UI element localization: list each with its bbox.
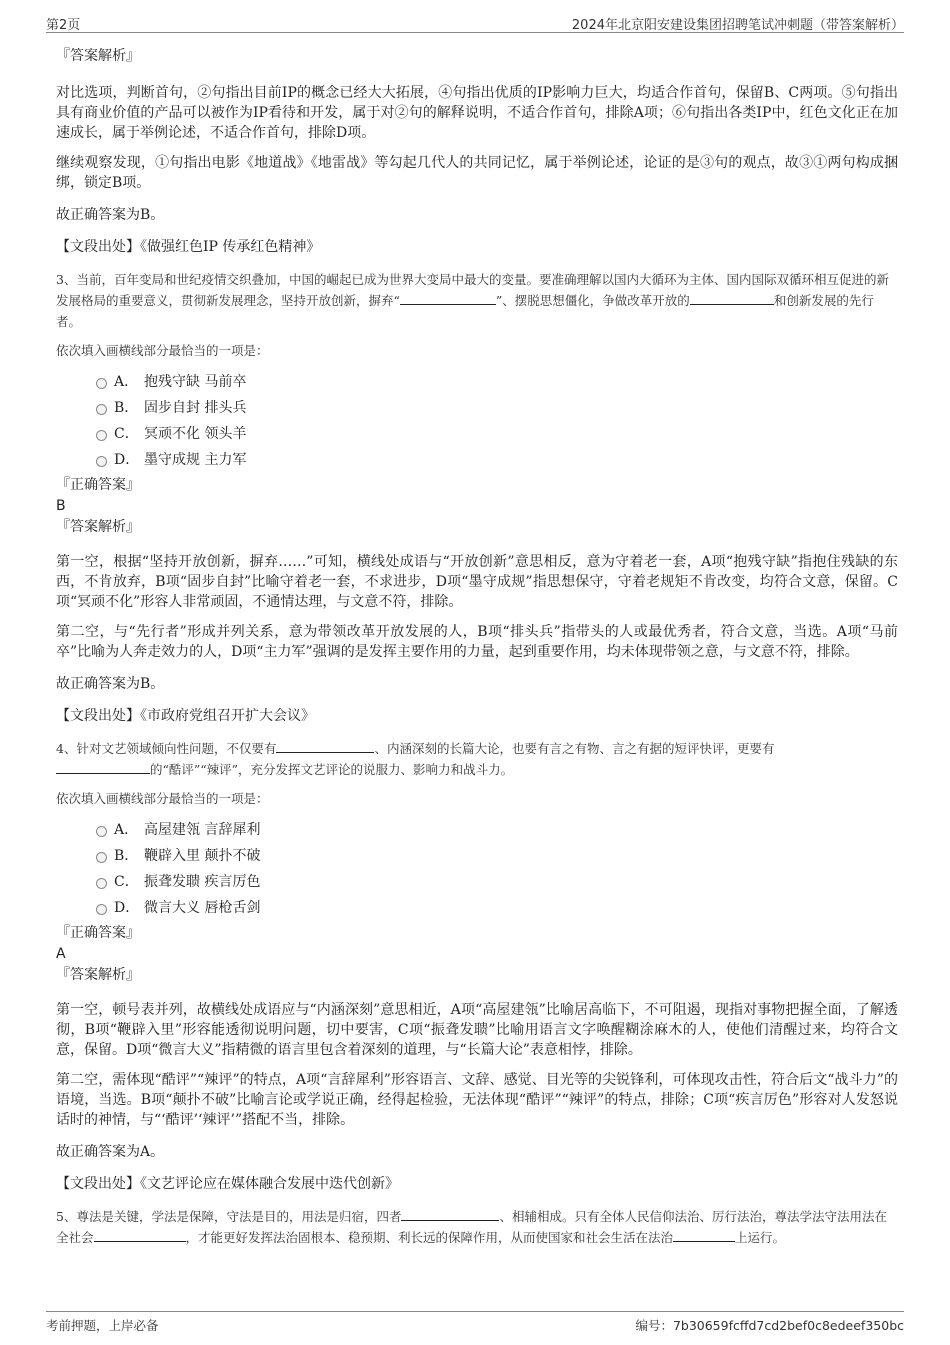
q3-stem-part1: 3、当前，百年变局和世纪疫情交织叠加，中国的崛起已成为世界大变局中最大的变量。要准确理解以国内大循环为主体、国内国际双循环相互促进的新发展格局的重要意义，贯彻新发展理念，坚持开放创新，摒弃“ bbox=[56, 272, 889, 308]
q2-analysis-label: 『答案解析』 bbox=[56, 48, 140, 64]
option-key: C． bbox=[114, 874, 139, 890]
q3-option-b[interactable] bbox=[56, 395, 898, 421]
page-header bbox=[46, 14, 904, 33]
q4-blank-2 bbox=[56, 760, 150, 774]
q5-stem bbox=[56, 1206, 898, 1248]
radio-icon[interactable] bbox=[96, 852, 107, 863]
option-key: B． bbox=[114, 400, 139, 416]
option-key: C． bbox=[114, 426, 139, 442]
option-text: 抱残守缺 马前卒 bbox=[144, 374, 247, 390]
q4-stem bbox=[56, 738, 898, 780]
option-text: 鞭辟入里 颠扑不破 bbox=[144, 848, 261, 864]
q3-stem bbox=[56, 269, 898, 332]
q4-source: 【文段出处】《文艺评论应在媒体融合发展中迭代创新》 bbox=[56, 1176, 399, 1192]
q5-stem-part1: 5、尊法是关键，学法是保障，守法是目的，用法是归宿，四者 bbox=[56, 1209, 402, 1224]
q3-conclusion: 故正确答案为B。 bbox=[56, 676, 165, 692]
q4-answer: A bbox=[56, 946, 66, 962]
option-key: A． bbox=[114, 822, 139, 838]
page-number: 第2页 bbox=[46, 18, 81, 33]
q3-blank-2 bbox=[690, 291, 774, 305]
q4-stem-part2: 、内涵深刻的长篇大论，也要有言之有物、言之有据的短评快评，更要有 bbox=[374, 741, 775, 756]
q5-blank-3 bbox=[673, 1228, 735, 1242]
q4-analysis-p1: 第一空，顿号表并列，故横线处成语应与“内涵深刻”意思相近，A项“高屋建瓴”比喻居高临下，不可阻遏，现指对事物把握全面，了解透彻，B项“鞭辟入里”形容能透彻说明问题，切中要害，C项“振聋发聩”比喻用语言文字唤醒糊涂麻木的人，使他们清醒过来，均符合文意，保留。D项“微言大义”指精微的语言里包含着深刻的道理，与“长篇大论”表意相悖，排除。 bbox=[56, 1002, 898, 1058]
q3-prompt: 依次填入画横线部分最恰当的一项是： bbox=[56, 343, 269, 358]
q4-options bbox=[56, 817, 898, 921]
option-key: D． bbox=[114, 452, 140, 468]
document-title: 2024年北京阳安建设集团招聘笔试冲刺题（带答案解析） bbox=[571, 18, 904, 33]
q3-option-d[interactable] bbox=[56, 447, 898, 473]
option-text: 高屋建瓴 言辞犀利 bbox=[144, 822, 261, 838]
q4-option-d[interactable] bbox=[56, 895, 898, 921]
q5-stem-part3: ，才能更好发挥法治固根本、稳预期、利长远的保障作用，从而使国家和社会生活在法治 bbox=[185, 1230, 674, 1245]
q3-stem-part3: 和创新发展的先行者。 bbox=[56, 293, 874, 329]
q4-option-b[interactable] bbox=[56, 843, 898, 869]
q3-blank-1 bbox=[400, 291, 496, 305]
option-text: 微言大义 唇枪舌剑 bbox=[144, 900, 261, 916]
radio-icon[interactable] bbox=[96, 378, 107, 389]
document-id: 编号：7b30659fcffd7cd2bef0c8edeef350bc bbox=[635, 1318, 904, 1333]
option-text: 振聋发聩 疾言厉色 bbox=[144, 874, 261, 890]
option-key: D． bbox=[114, 900, 140, 916]
q5-blank-1 bbox=[401, 1207, 499, 1221]
q3-analysis-p2: 第二空，与“先行者”形成并列关系，意为带领改革开放发展的人，B项“排头兵”指带头的人或最优秀者，符合文意，当选。A项“马前卒”比喻为人奔走效力的人，D项“主力军”强调的是发挥主要作用的力量，起到重要作用，均未体现带领之意，与文意不符，排除。 bbox=[56, 624, 898, 660]
q4-blank-1 bbox=[276, 739, 374, 753]
q4-answer-label: 『正确答案』 bbox=[56, 925, 140, 941]
q5-blank-2 bbox=[94, 1228, 186, 1242]
q3-source: 【文段出处】《市政府党组召开扩大会议》 bbox=[56, 708, 315, 724]
q3-option-a[interactable] bbox=[56, 369, 898, 395]
q2-source: 【文段出处】《做强红色IP 传承红色精神》 bbox=[56, 239, 321, 255]
radio-icon[interactable] bbox=[96, 904, 107, 915]
footer-slogan: 考前押题，上岸必备 bbox=[46, 1318, 159, 1333]
main-content bbox=[56, 40, 898, 1248]
radio-icon[interactable] bbox=[96, 878, 107, 889]
q2-analysis-p2: 继续观察发现，①句指出电影《地道战》《地雷战》等勾起几代人的共同记忆，属于举例论述，论证的是③句的观点，故③①两句构成捆绑，锁定B项。 bbox=[56, 155, 898, 191]
q4-option-a[interactable] bbox=[56, 817, 898, 843]
q3-answer: B bbox=[56, 498, 66, 514]
radio-icon[interactable] bbox=[96, 430, 107, 441]
q3-stem-part2: ”、摆脱思想僵化，争做改革开放的 bbox=[495, 293, 690, 308]
q5-stem-part2: 、相辅相成。只有全体人民信仰法治、厉行法治，尊法学法守法用法在全社会 bbox=[56, 1209, 887, 1245]
q3-analysis-label: 『答案解析』 bbox=[56, 519, 140, 535]
q4-stem-part1: 4、针对文艺领域倾向性问题，不仅要有 bbox=[56, 741, 277, 756]
option-key: A． bbox=[114, 374, 139, 390]
q3-analysis-p1: 第一空，根据“坚持开放创新，摒弃……”可知，横线处成语与“开放创新”意思相反，意为守着老一套，A项“抱残守缺”指抱住残缺的东西，不肯放弃，B项“固步自封”比喻守着老一套，不求进步，D项“墨守成规”指思想保守，守着老规矩不肯改变，均符合文意，保留。C项“冥顽不化”形容人非常顽固，不通情达理，与文意不符，排除。 bbox=[56, 554, 898, 610]
option-text: 墨守成规 主力军 bbox=[144, 452, 247, 468]
q4-analysis-p2: 第二空，需体现“酷评”“辣评”的特点，A项“言辞犀利”形容语言、文辞、感觉、目光等的尖锐锋利，可体现攻击性，符合后文“战斗力”的语境，当选。B项“颠扑不破”比喻言论或学说正确，经得起检验，无法体现“酷评”“辣评”的特点，排除；C项“疾言厉色”形容对人发怒说话时的神情，与“‘酷评’‘辣评’”搭配不当，排除。 bbox=[56, 1072, 898, 1128]
q4-option-c[interactable] bbox=[56, 869, 898, 895]
q4-prompt: 依次填入画横线部分最恰当的一项是： bbox=[56, 791, 269, 806]
q3-option-c[interactable] bbox=[56, 421, 898, 447]
radio-icon[interactable] bbox=[96, 826, 107, 837]
q2-conclusion: 故正确答案为B。 bbox=[56, 207, 165, 223]
radio-icon[interactable] bbox=[96, 404, 107, 415]
q4-conclusion: 故正确答案为A。 bbox=[56, 1144, 165, 1160]
q4-stem-part3: 的“酷评”“辣评”，充分发挥文艺评论的说服力、影响力和战斗力。 bbox=[150, 762, 514, 777]
q2-analysis-p1: 对比选项，判断首句，②句指出目前IP的概念已经大大拓展，④句指出优质的IP影响力巨大，均适合作首句，保留B、C两项。⑤句指出具有商业价值的产品可以被作为IP看待和开发，属于对②句的解释说明，不适合作首句，排除A项；⑥句指出各类IP中，红色文化正在加速成长，属于举例论述，不适合作首句，排除D项。 bbox=[56, 85, 898, 141]
q3-answer-label: 『正确答案』 bbox=[56, 477, 140, 493]
q3-options bbox=[56, 369, 898, 473]
option-text: 固步自封 排头兵 bbox=[144, 400, 247, 416]
page-footer bbox=[46, 1311, 904, 1335]
radio-icon[interactable] bbox=[96, 456, 107, 467]
option-key: B． bbox=[114, 848, 139, 864]
option-text: 冥顽不化 领头羊 bbox=[144, 426, 247, 442]
q4-analysis-label: 『答案解析』 bbox=[56, 967, 140, 983]
q5-stem-part4: 上运行。 bbox=[735, 1230, 786, 1245]
